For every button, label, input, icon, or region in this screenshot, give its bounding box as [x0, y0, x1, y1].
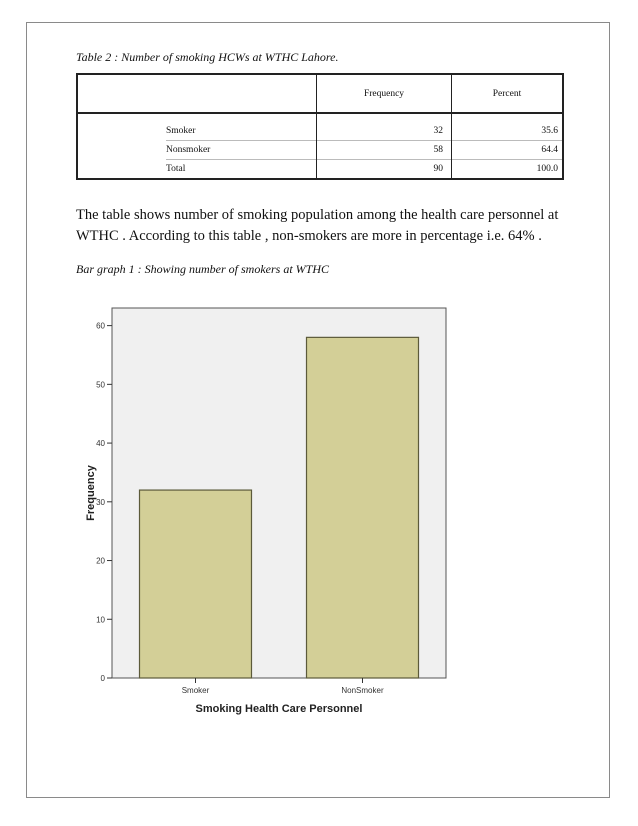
y-tick-label: 40: [96, 439, 105, 449]
y-tick-label: 30: [96, 497, 105, 507]
row-frequency: 32: [317, 122, 452, 141]
table-caption: Table 2 : Number of smoking HCWs at WTHC Lahore.: [76, 50, 339, 64]
y-tick-label: 60: [96, 321, 105, 331]
row-label: Nonsmoker: [166, 141, 317, 160]
y-tick-label: 50: [96, 380, 105, 390]
y-tick-label: 10: [96, 615, 105, 625]
header-percent: Percent: [452, 74, 564, 113]
x-tick-label: NonSmoker: [341, 686, 384, 695]
row-label: Total: [166, 160, 317, 180]
x-axis-title: Smoking Health Care Personnel: [195, 703, 363, 715]
body-paragraph: The table shows number of smoking population among the health care personnel at WTHC . According to this table , non-smokers are more in percentage i.e. 64% .: [76, 207, 559, 244]
row-percent: 100.0: [452, 160, 564, 180]
x-axis: [182, 678, 384, 695]
table-row: [77, 160, 563, 180]
row-frequency: 58: [317, 141, 452, 160]
bar-smoker: [140, 490, 252, 678]
bar-chart: [80, 302, 460, 722]
frequency-table: [76, 73, 564, 180]
table-row: [77, 141, 563, 160]
header-frequency: Frequency: [317, 74, 452, 113]
y-axis-title: Frequency: [85, 465, 97, 521]
table-row: [77, 122, 563, 141]
x-tick-label: Smoker: [181, 686, 210, 695]
row-label: Smoker: [166, 122, 317, 141]
bar-nonsmoker: [307, 337, 419, 678]
row-percent: 64.4: [452, 141, 564, 160]
header-empty-cell: [166, 74, 317, 113]
table-spacer-row: [77, 113, 563, 122]
y-axis: [96, 322, 112, 683]
table-header-row: [77, 74, 563, 113]
y-tick-label: 20: [96, 556, 105, 566]
header-empty-cell: [77, 74, 166, 113]
graph-caption: Bar graph 1 : Showing number of smokers at WTHC: [76, 262, 330, 276]
row-frequency: 90: [317, 160, 452, 180]
y-tick-label: 0: [100, 674, 105, 683]
row-percent: 35.6: [452, 122, 564, 141]
